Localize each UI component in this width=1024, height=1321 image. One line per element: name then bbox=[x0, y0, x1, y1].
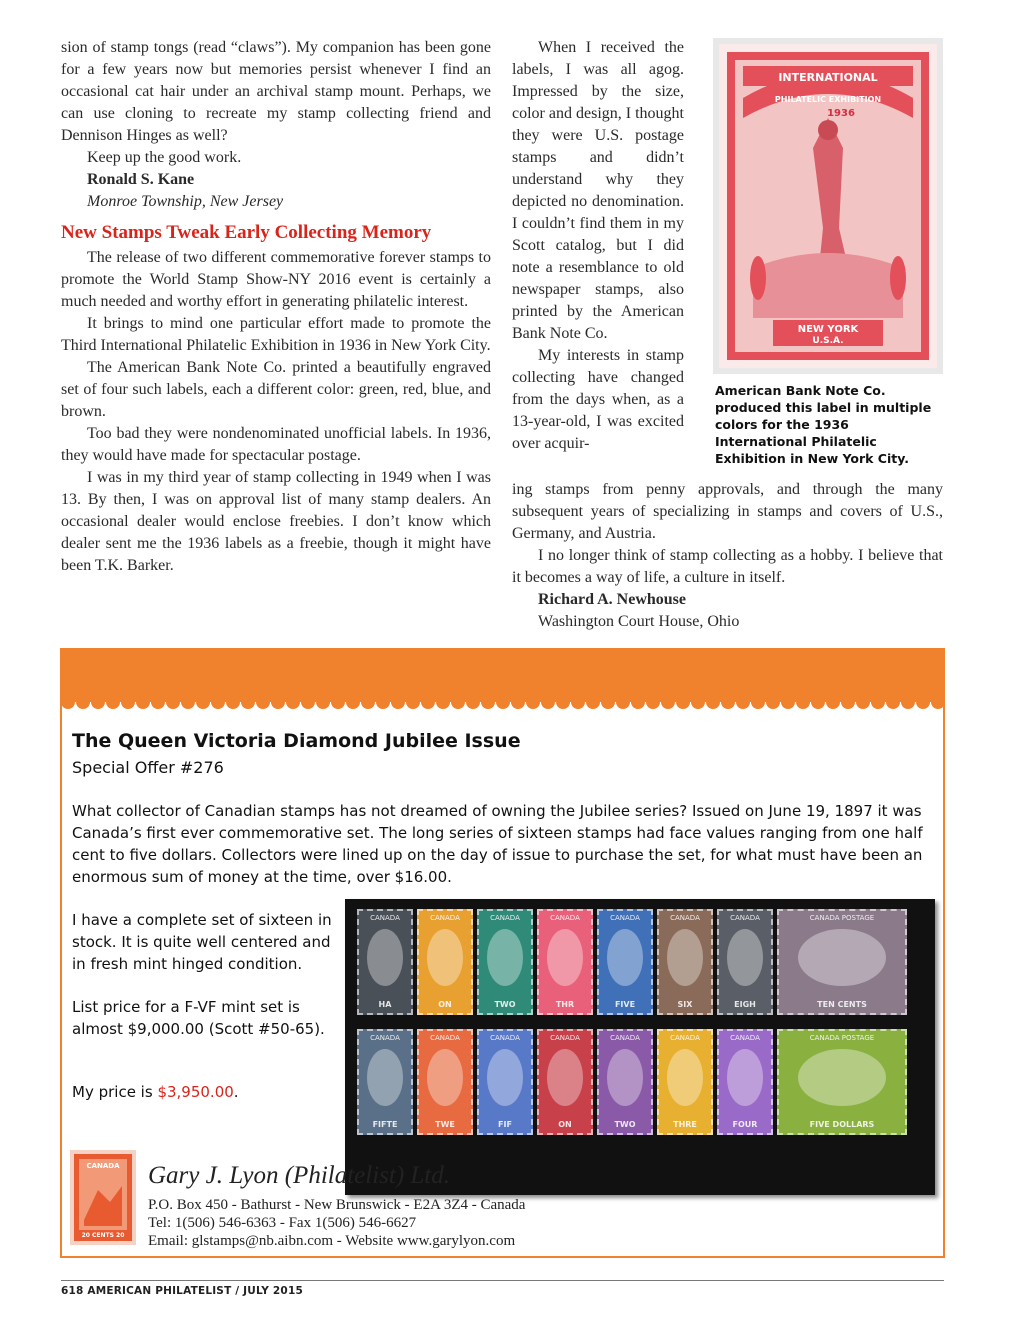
advertisement bbox=[60, 648, 945, 1258]
stamp-value-label: TWE bbox=[435, 1120, 455, 1129]
stamp-top-label: CANADA bbox=[550, 1034, 580, 1042]
stamp-value-label: TEN CENTS bbox=[817, 1000, 867, 1009]
page-footer: 618 AMERICAN PHILATELIST / JULY 2015 bbox=[61, 1285, 303, 1297]
jubilee-stamp bbox=[477, 1029, 533, 1135]
stamp-value-label: ON bbox=[438, 1000, 452, 1009]
stamp-value-label: FIVE DOLLARS bbox=[809, 1120, 875, 1129]
dealer-name: Gary J. Lyon (Philatelist) Ltd. bbox=[148, 1162, 451, 1189]
stamp-portrait bbox=[798, 1049, 886, 1106]
jubilee-stamp bbox=[777, 909, 907, 1015]
stamp-value-label: FOUR bbox=[732, 1120, 758, 1129]
stamp-value-label: TWO bbox=[494, 1000, 516, 1009]
jubilee-stamp bbox=[357, 909, 413, 1015]
stamp-top-label: CANADA bbox=[670, 1034, 700, 1042]
my-price-value: $3,950.00 bbox=[157, 1083, 234, 1101]
jubilee-stamp bbox=[717, 909, 773, 1015]
my-price-label: My price is bbox=[72, 1083, 158, 1101]
stamp-top-label: CANADA bbox=[490, 1034, 520, 1042]
footer-rule bbox=[61, 1280, 944, 1281]
letter-paragraph: Keep up the good work. bbox=[87, 149, 242, 166]
letter-paragraph: Too bad they were nondenominated unofficial labels. In 1936, they would have made for spectacular postage. bbox=[61, 425, 491, 464]
bottom-column bbox=[512, 479, 943, 633]
stamp-portrait bbox=[547, 929, 583, 986]
letter-heading: New Stamps Tweak Early Collecting Memory bbox=[61, 222, 432, 243]
stamp-top-label: CANADA bbox=[370, 1034, 400, 1042]
ad-stock-text: I have a complete set of sixteen in stock. It is quite well centered and in fresh mint hinged condition. bbox=[72, 911, 332, 973]
letter-signature-location: Monroe Township, New Jersey bbox=[87, 193, 284, 210]
jubilee-stamp bbox=[357, 1029, 413, 1135]
stamp-top-label: CANADA bbox=[730, 1034, 760, 1042]
jubilee-stamp bbox=[657, 909, 713, 1015]
stamp-portrait bbox=[607, 1049, 643, 1106]
stamp-top-label: CANADA POSTAGE bbox=[809, 1034, 875, 1042]
jubilee-stamp-set-image bbox=[345, 899, 935, 1195]
stamp-top-label: CANADA bbox=[610, 1034, 640, 1042]
stamp-top-label: CANADA bbox=[370, 914, 400, 922]
my-price-end: . bbox=[233, 1083, 239, 1101]
logo-stamp-text: CANADA bbox=[86, 1162, 120, 1170]
stamp-portrait bbox=[487, 929, 523, 986]
stamp-portrait bbox=[367, 929, 403, 986]
stamp-portrait bbox=[727, 1049, 763, 1106]
middle-column bbox=[512, 37, 684, 455]
dealer-contact bbox=[148, 1196, 525, 1250]
dealer-email: Email: glstamps@nb.aibn.com - Website www.garylyon.com bbox=[148, 1233, 516, 1249]
letter-paragraph: sion of stamp tongs (read “claws”). My companion has been gone for a few years now but memories persist whenever I find an occasional cat hair under an archival stamp mount. Perhaps, we can use cloning to recreate my stamp collecting friend and Dennison Hinges as well? bbox=[61, 39, 491, 144]
left-column bbox=[61, 37, 491, 577]
stamp-value-label: THR bbox=[555, 1000, 575, 1009]
stamp-bottom-text-1: NEW YORK bbox=[797, 324, 859, 335]
stamp-value-label: FIVE bbox=[614, 1000, 636, 1009]
jubilee-stamp bbox=[717, 1029, 773, 1135]
jubilee-stamp bbox=[597, 1029, 653, 1135]
jubilee-stamp bbox=[777, 1029, 907, 1135]
dealer-phone: Tel: 1(506) 546-6363 - Fax 1(506) 546-6627 bbox=[148, 1215, 417, 1231]
letter-paragraph: The American Bank Note Co. printed a beautifully engraved set of four such labels, each a different color: green, red, blue, and brown. bbox=[61, 359, 491, 420]
dealer-logo-stamp bbox=[70, 1150, 136, 1245]
stamp-portrait bbox=[367, 1049, 403, 1106]
stamp-top-text: INTERNATIONAL bbox=[778, 71, 878, 84]
jubilee-stamp bbox=[657, 1029, 713, 1135]
letter-paragraph: The release of two different commemorative forever stamps to promote the World Stamp Show-NY 2016 event is certainly a much needed and worthy effort in generating philatelic interest. bbox=[61, 249, 491, 310]
figure-caption: American Bank Note Co. produced this label in multiple colors for the 1936 International Philatelic Exhibition in New York City. bbox=[715, 383, 932, 466]
jubilee-stamp bbox=[537, 909, 593, 1015]
stamp-top-label: CANADA bbox=[730, 914, 760, 922]
dealer-address: P.O. Box 450 - Bathurst - New Brunswick - E2A 3Z4 - Canada bbox=[148, 1197, 526, 1213]
jubilee-stamp bbox=[417, 1029, 473, 1135]
stamp-value-label: THRE bbox=[673, 1120, 697, 1129]
letter-signature-name: Ronald S. Kane bbox=[87, 171, 195, 188]
jubilee-stamp bbox=[597, 909, 653, 1015]
stamp-portrait bbox=[667, 1049, 703, 1106]
ad-intro-text: What collector of Canadian stamps has not dreamed of owning the Jubilee series? Issued on June 19, 1897 it was Canada’s first ever commemorative set. The long series of sixteen stamps had face values ranging from one half cent to five dollars. Collectors were lined up on the day of issue to purchase the set, for what must have been an enormous sum of money at the time, over $16.00. bbox=[72, 802, 923, 886]
stamp-portrait bbox=[607, 929, 643, 986]
stamp-value-label: HA bbox=[378, 1000, 392, 1009]
stamp-value-label: FIFTE bbox=[372, 1120, 398, 1129]
stamp-value-label: TWO bbox=[614, 1120, 636, 1129]
letter-paragraph: When I received the labels, I was all agog. Impressed by the size, color and design, I thought they were U.S. postage stamps and didn’t understand why they depicted no denomination. I couldn’t find them in my Scott catalog, but I did note a resemblance to old newspaper stamps, also printed by the American Bank Note Co. bbox=[512, 39, 684, 342]
letter-paragraph: ing stamps from penny approvals, and through the many subsequent years of specializing in stamps and covers of U.S., Germany, and Austria. bbox=[512, 481, 943, 542]
ad-my-price bbox=[72, 1083, 239, 1101]
stamp-arc-text: PHILATELIC EXHIBITION bbox=[774, 95, 882, 104]
stamp-year: 1936 bbox=[827, 108, 855, 119]
ad-orange-band bbox=[62, 650, 943, 714]
stamp-top-label: CANADA bbox=[490, 914, 520, 922]
letter-paragraph: It brings to mind one particular effort made to promote the Third International Philatelic Exhibition in 1936 in New York City. bbox=[61, 315, 491, 354]
letter-paragraph: My interests in stamp collecting have changed from the days when, as a 13-year-old, I was excited over acquir- bbox=[512, 347, 684, 452]
ad-title: The Queen Victoria Diamond Jubilee Issue bbox=[72, 730, 521, 752]
letter-signature-location: Washington Court House, Ohio bbox=[538, 613, 740, 630]
letter-paragraph: I no longer think of stamp collecting as a hobby. I believe that it becomes a way of life, a culture in itself. bbox=[512, 547, 943, 586]
stamp-value-label: FIF bbox=[498, 1120, 512, 1129]
jubilee-stamp bbox=[477, 909, 533, 1015]
letter-signature-name: Richard A. Newhouse bbox=[538, 591, 687, 608]
stamp-portrait bbox=[487, 1049, 523, 1106]
stamp-top-label: CANADA bbox=[430, 914, 460, 922]
stamp-value-label: SIX bbox=[677, 1000, 693, 1009]
stamp-top-label: CANADA bbox=[610, 914, 640, 922]
stamp-portrait bbox=[727, 929, 763, 986]
stamp-portrait bbox=[547, 1049, 583, 1106]
jubilee-stamp bbox=[417, 909, 473, 1015]
stamp-bottom-text-2: U.S.A. bbox=[812, 336, 844, 346]
stamp-value-label: ON bbox=[558, 1120, 572, 1129]
exhibition-label-stamp-image bbox=[713, 38, 943, 374]
ad-list-price: List price for a F-VF mint set is almost $9,000.00 (Scott #50-65). bbox=[72, 998, 325, 1038]
jubilee-stamp bbox=[537, 1029, 593, 1135]
stamp-top-label: CANADA bbox=[550, 914, 580, 922]
letter-paragraph: I was in my third year of stamp collecting in 1949 when I was 13. By then, I was on approval list of many stamp dealers. An occasional dealer would enclose freebies. I don’t know which dealer sent me the 1936 labels as a freebie, though it might have been T.K. Barker. bbox=[61, 469, 491, 574]
stamp-portrait bbox=[427, 1049, 463, 1106]
stamp-portrait bbox=[427, 929, 463, 986]
stamp-value-label: EIGH bbox=[734, 1000, 756, 1009]
stamp-top-label: CANADA bbox=[670, 914, 700, 922]
stamp-portrait bbox=[798, 929, 886, 986]
stamp-top-label: CANADA POSTAGE bbox=[809, 914, 875, 922]
stamp-portrait bbox=[667, 929, 703, 986]
stamp-top-label: CANADA bbox=[430, 1034, 460, 1042]
ad-subtitle: Special Offer #276 bbox=[72, 758, 224, 777]
logo-stamp-value: 20 CENTS 20 bbox=[81, 1232, 125, 1239]
